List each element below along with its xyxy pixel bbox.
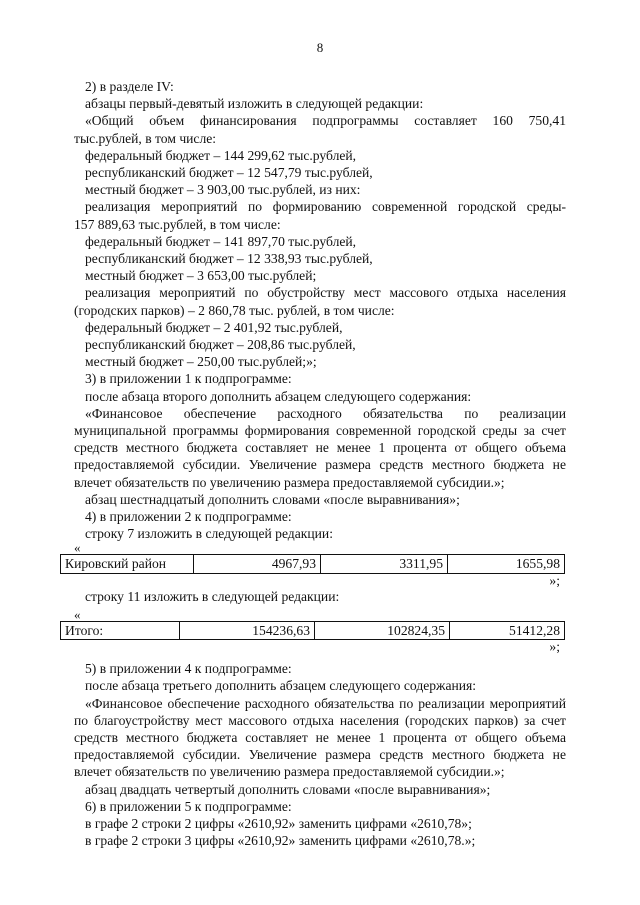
table-cell: Кировский район	[61, 555, 194, 573]
page-number: 8	[316, 40, 324, 55]
text-line: республиканский бюджет – 12 547,79 тыс.рублей,	[85, 165, 373, 181]
open-quote: «	[74, 606, 81, 622]
text-line: 4) в приложении 2 к подпрограмме:	[85, 509, 292, 525]
text-line: 5) в приложении 4 к подпрограмме:	[85, 661, 292, 677]
text-line: реализация мероприятий по формированию современной городской среды-	[85, 199, 566, 215]
table-cell: 102824,35	[315, 621, 450, 639]
document-body	[65, 78, 566, 849]
text-line: строку 11 изложить в следующей редакции:	[85, 588, 340, 604]
text-line: 6) в приложении 5 к подпрограмме:	[85, 798, 292, 814]
text-line: 157 889,63 тыс.рублей, в том числе:	[74, 216, 281, 232]
text-line: федеральный бюджет – 144 299,62 тыс.рублей,	[85, 147, 357, 163]
text-line: после абзаца второго дополнить абзацем следующего содержания:	[85, 388, 472, 404]
text-line: республиканский бюджет – 208,86 тыс.рублей,	[85, 337, 356, 353]
text-line: 2) в разделе IV:	[85, 79, 174, 94]
text-line: федеральный бюджет – 141 897,70 тыс.рублей,	[85, 233, 357, 249]
text-line: после абзаца третьего дополнить абзацем следующего содержания:	[85, 678, 477, 694]
table-row	[61, 621, 565, 639]
table-cell: Итого:	[61, 621, 180, 639]
text-line: 3) в приложении 1 к подпрограмме:	[85, 371, 292, 387]
replacement-row-table	[60, 554, 565, 573]
close-quote: »;	[549, 639, 560, 655]
text-line: в графе 2 строки 2 цифры «2610,92» заменить цифрами «2610,78»;	[85, 815, 472, 831]
text-line: строку 7 изложить в следующей редакции:	[85, 526, 333, 542]
text-line: тыс.рублей, в том числе:	[74, 130, 217, 146]
text-line: абзацы первый-девятый изложить в следующей редакции:	[85, 96, 424, 112]
text-line: абзац шестнадцатый дополнить словами «после выравнивания»;	[85, 491, 460, 507]
open-quote: «	[74, 540, 81, 556]
inserted-paragraph: «Финансовое обеспечение расходного обязательства по реализации мероприятий по благоустройству мест массового отдыха населения (городских парков) за счет средств местного бюджета составляет не менее 1 процента от общего объема предоставляемой субсидии. Увеличение размера средств местного бюджета не влечет обязательств по увеличению размера предоставляемой субсидии.»;	[74, 695, 566, 780]
text-line: реализация мероприятий по обустройству мест массового отдыха населения	[85, 285, 566, 301]
close-quote: »;	[549, 572, 560, 588]
inserted-paragraph: «Финансовое обеспечение расходного обязательства по реализации муниципальной программы формирования современной городской среды за счет средств местного бюджета составляет не менее 1 процента от общего объема предоставляемой субсидии. Увеличение размера средств местного бюджета не влечет обязательств по увеличению размера предоставляемой субсидии.»;	[74, 405, 566, 490]
table-cell: 154236,63	[180, 621, 315, 639]
text-line: «Общий объем финансирования подпрограммы составляет 160 750,41	[85, 113, 566, 129]
table-cell: 4967,93	[194, 555, 321, 573]
table-cell: 3311,95	[321, 555, 448, 573]
table-cell: 1655,98	[448, 555, 565, 573]
text-line: республиканский бюджет – 12 338,93 тыс.рублей,	[85, 251, 373, 267]
text-line: (городских парков) – 2 860,78 тыс. рублей, в том числе:	[74, 302, 395, 318]
table-row	[61, 555, 565, 573]
text-line: федеральный бюджет – 2 401,92 тыс.рублей,	[85, 319, 343, 335]
total-row-table	[60, 621, 565, 640]
text-line: местный бюджет – 250,00 тыс.рублей;»;	[85, 354, 317, 370]
table-cell: 51412,28	[450, 621, 565, 639]
text-line: абзац двадцать четвертый дополнить словами «после выравнивания»;	[85, 781, 491, 797]
text-line: местный бюджет – 3 903,00 тыс.рублей, из них:	[85, 182, 361, 198]
text-line: местный бюджет – 3 653,00 тыс.рублей;	[85, 268, 317, 284]
text-line: в графе 2 строки 3 цифры «2610,92» заменить цифрами «2610,78.»;	[85, 833, 476, 849]
